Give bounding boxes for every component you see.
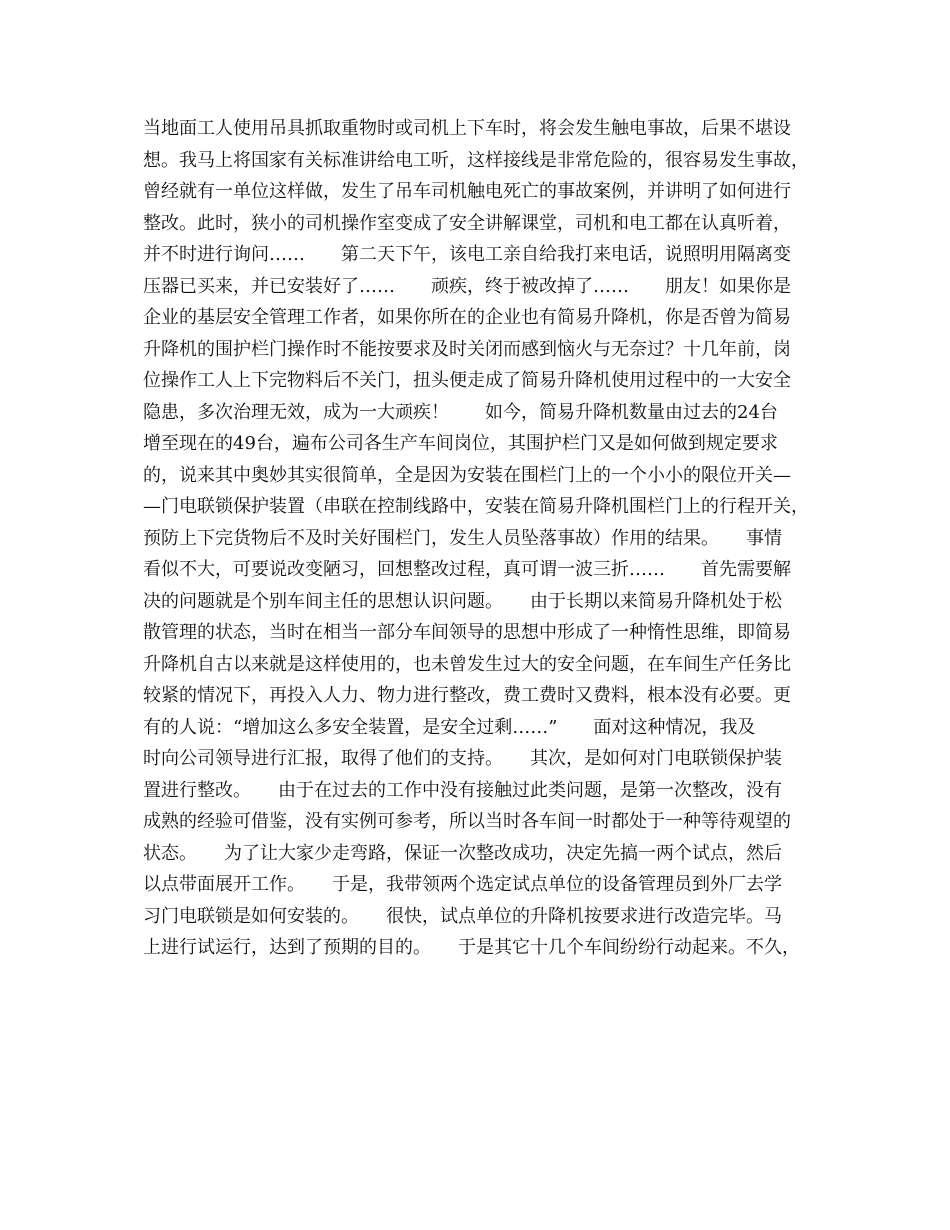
text-line: 较紧的情况下，再投入人力、物力进行整改，费工费时又费料，根本没有必要。更 [143, 685, 791, 706]
text-line: 企业的基层安全管理工作者，如果你所在的企业也有简易升降机，你是否曾为简易 [143, 307, 791, 328]
text-line: 压器已买来，并已安装好了…… 顽疾，终于被改掉了…… 朋友！如果你是 [143, 275, 791, 297]
text-line: 习门电联锁是如何安装的。 很快，试点单位的升降机按要求进行改造完毕。马 [143, 905, 782, 927]
text-line: 当地面工人使用吊具抓取重物时或司机上下车时，将会发生触电事故，后果不堪设 [143, 118, 791, 139]
text-line: 整改。此时，狭小的司机操作室变成了安全讲解课堂，司机和电工都在认真听着， [143, 212, 791, 234]
text-line: 并不时进行询问…… 第二天下午，该电工亲自给我打来电话，说照明用隔离变 [143, 244, 791, 265]
text-line: 成熟的经验可借鉴，没有实例可参考，所以当时各车间一时都处于一种等待观望的 [143, 811, 791, 832]
text-line: 时向公司领导进行汇报，取得了他们的支持。 其次，是如何对门电联锁保护装 [143, 748, 782, 769]
text-line: 想。我马上将国家有关标准讲给电工听，这样接线是非常危险的，很容易发生事故， [143, 149, 809, 171]
text-line: 的，说来其中奥妙其实很简单，全是因为安装在围栏门上的一个小小的限位开关— [143, 464, 791, 486]
body-text [143, 113, 843, 964]
text-line: 置进行整改。 由于在过去的工作中没有接触过此类问题，是第一次整改，没有 [143, 779, 782, 801]
text-line: 上进行试运行，达到了预期的目的。 于是其它十几个车间纷纷行动起来。不久， [143, 937, 800, 958]
text-line: 散管理的状态，当时在相当一部分车间领导的思想中形成了一种惰性思维，即简易 [143, 622, 791, 643]
text-line: 预防上下完货物后不及时关好围栏门，发生人员坠落事故）作用的结果。 事情 [143, 527, 782, 549]
text-line: 状态。 为了让大家少走弯路，保证一次整改成功，决定先搞一两个试点，然后 [143, 842, 782, 864]
text-line: —门电联锁保护装置（串联在控制线路中，安装在简易升降机围栏门上的行程开关， [143, 496, 809, 517]
text-line: 看似不大，可要说改变陋习，回想整改过程，真可谓一波三折…… 首先需要解 [143, 559, 791, 580]
text-line: 升降机的围护栏门操作时不能按要求及时关闭而感到恼火与无奈过？十几年前，岗 [143, 338, 791, 360]
text-line: 有的人说：“增加这么多安全装置，是安全过剩……” 面对这种情况，我及 [143, 716, 756, 738]
text-line: 以点带面展开工作。 于是，我带领两个选定试点单位的设备管理员到外厂去学 [143, 874, 782, 895]
text-line: 增至现在的49台，遍布公司各生产车间岗位，其围护栏门又是如何做到规定要求 [143, 433, 778, 454]
text-line: 隐患，多次治理无效，成为一大顽疾！ 如今，简易升降机数量由过去的24台 [143, 401, 778, 423]
text-line: 位操作工人上下完物料后不关门，扭头便走成了简易升降机使用过程中的一大安全 [143, 370, 791, 391]
text-line: 决的问题就是个别车间主任的思想认识问题。 由于长期以来简易升降机处于松 [143, 590, 782, 612]
text-line: 曾经就有一单位这样做，发生了吊车司机触电死亡的事故案例，并讲明了如何进行 [143, 181, 791, 202]
text-line: 升降机自古以来就是这样使用的，也未曾发生过大的安全问题，在车间生产任务比 [143, 653, 791, 675]
